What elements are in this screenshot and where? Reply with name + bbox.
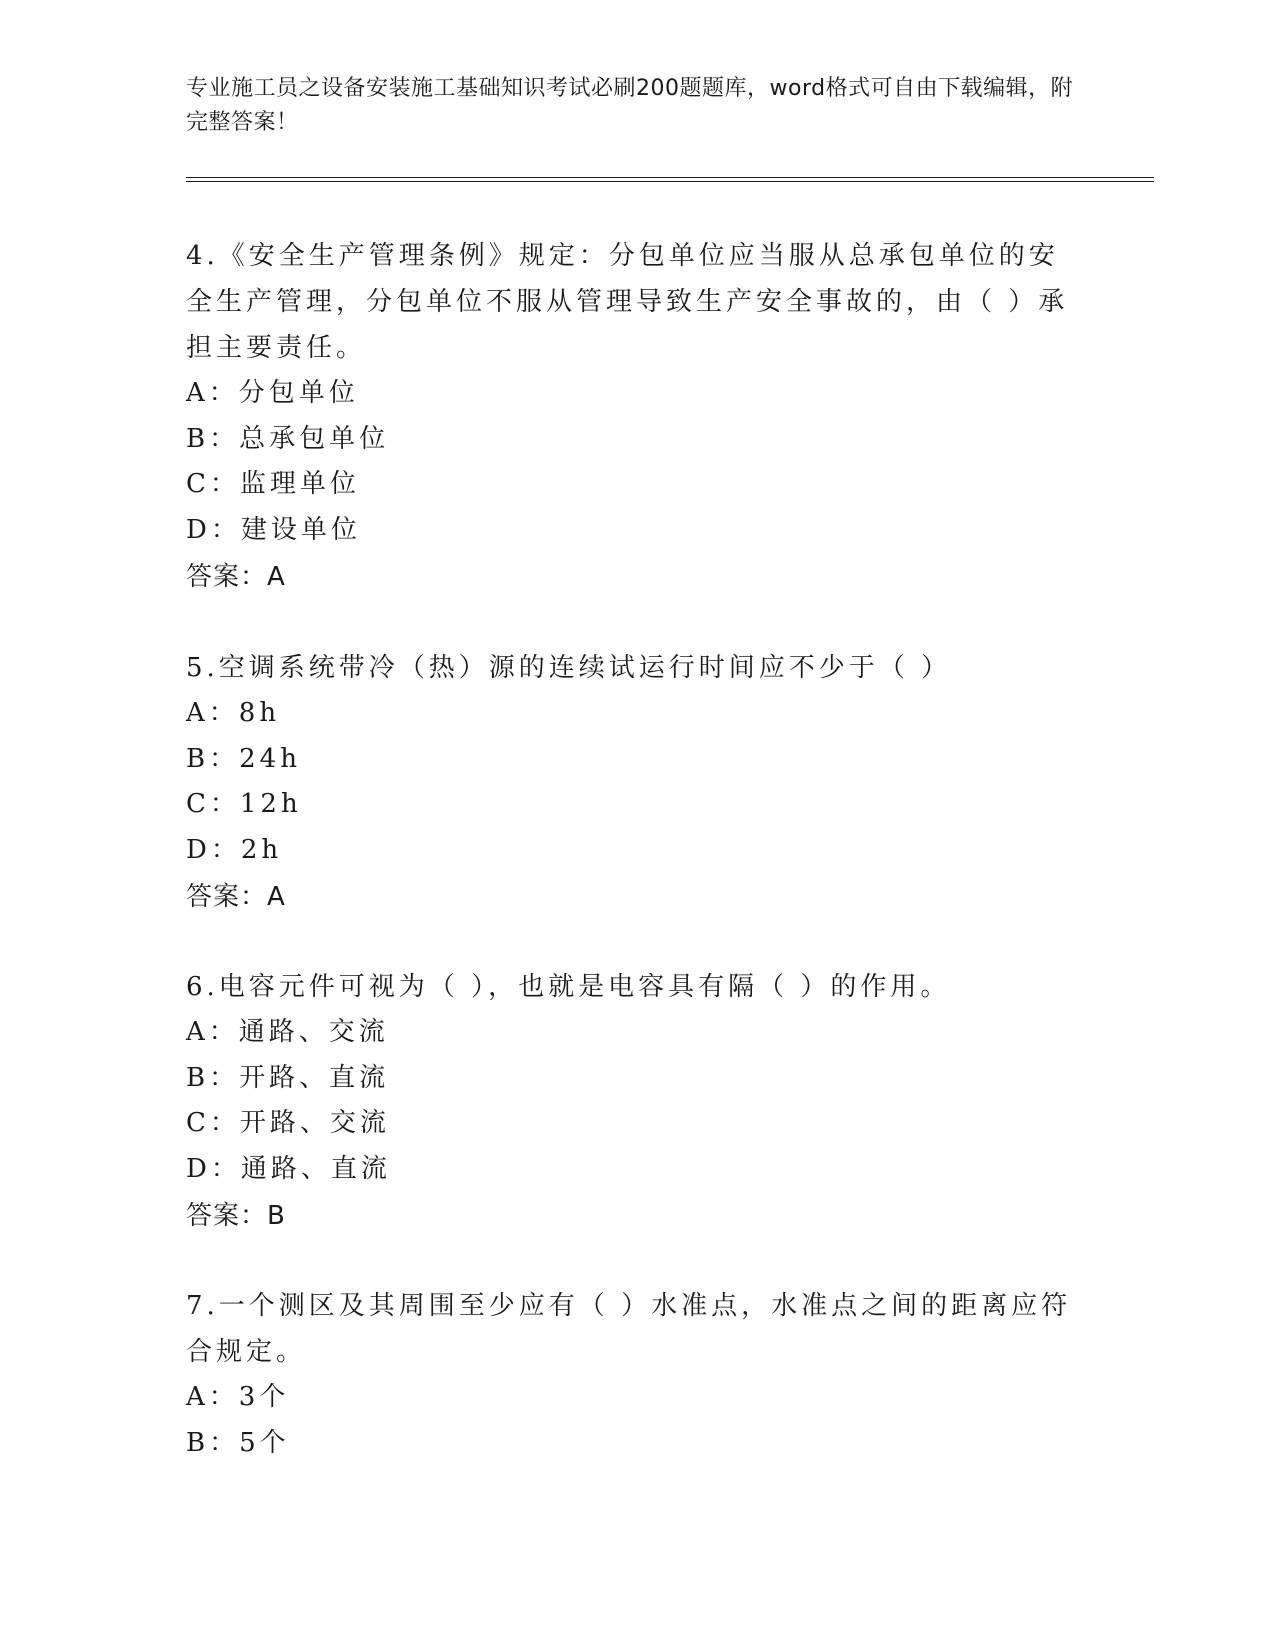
question-block <box>186 645 1086 921</box>
option-a: A：通路、交流 <box>186 1017 389 1047</box>
option-b: B：24h <box>186 743 301 774</box>
option-b: B：开路、直流 <box>186 1062 390 1093</box>
option-a: A：8h <box>186 698 281 728</box>
option-b: B：5个 <box>186 1427 290 1458</box>
question-text: 4.《安全生产管理条例》规定：分包单位应当服从总承包单位的安全生产管理，分包单位不服从管理导致生产安全事故的，由（ ）承担主要责任。 <box>186 241 1069 363</box>
answer: 答案：A <box>186 562 286 592</box>
option-a: A：分包单位 <box>186 378 359 408</box>
option-d: D：2h <box>186 834 283 865</box>
document-header <box>186 72 1086 140</box>
question-text: 7.一个测区及其周围至少应有（ ）水准点，水准点之间的距离应符合规定。 <box>186 1291 1072 1367</box>
header-double-rule <box>186 177 1154 182</box>
option-c: C：12h <box>186 789 302 819</box>
header-title: 专业施工员之设备安装施工基础知识考试必刷200题题库，word格式可自由下载编辑，附完整答案！ <box>186 76 1074 135</box>
answer: 答案：B <box>186 1201 286 1231</box>
question-text: 6.电容元件可视为（ ），也就是电容具有隔（ ）的作用。 <box>186 972 951 1002</box>
question-text: 5.空调系统带冷（热）源的连续试运行时间应不少于（ ） <box>186 653 952 683</box>
option-d: D：通路、直流 <box>186 1153 391 1184</box>
question-block <box>186 1283 1086 1466</box>
question-block <box>186 233 1086 601</box>
option-c: C：开路、交流 <box>186 1108 390 1138</box>
option-c: C：监理单位 <box>186 469 360 499</box>
option-b: B：总承包单位 <box>186 423 390 454</box>
option-a: A：3个 <box>186 1382 290 1412</box>
question-block <box>186 964 1086 1240</box>
option-d: D：建设单位 <box>186 514 361 545</box>
answer: 答案：A <box>186 882 286 912</box>
